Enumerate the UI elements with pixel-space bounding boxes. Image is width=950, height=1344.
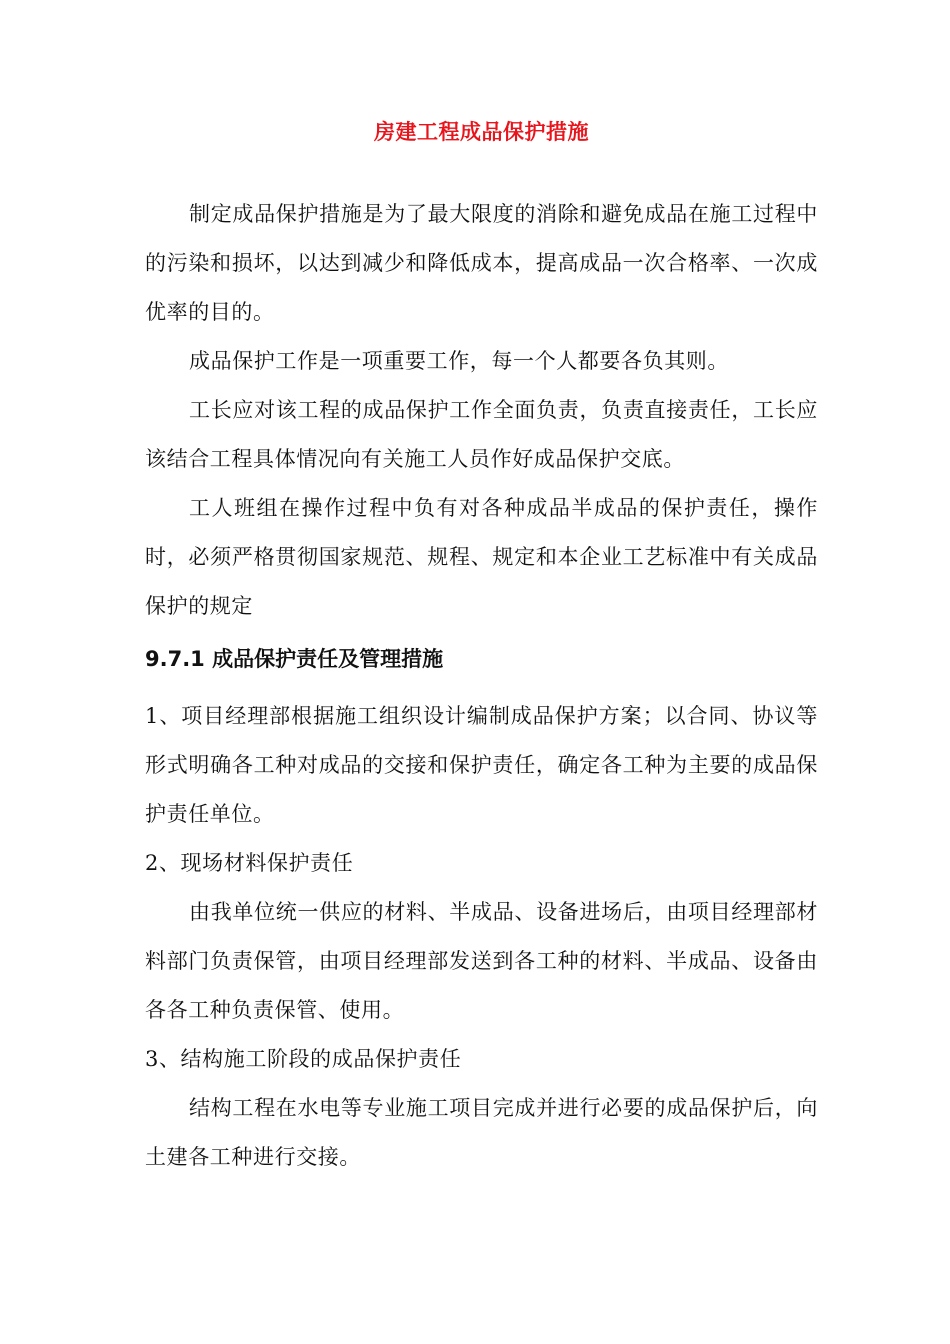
document-title: 房建工程成品保护措施 <box>374 119 589 144</box>
item-2-body: 由我单位统一供应的材料、半成品、设备进场后，由项目经理部材料部门负责保管，由项目经理部发送到各工种的材料、半成品、设备由各各工种负责保管、使用。 <box>145 900 818 1022</box>
item-2-heading: 2、现场材料保护责任 <box>145 851 354 875</box>
item-3-body: 结构工程在水电等专业施工项目完成并进行必要的成品保护后，向土建各工种进行交接。 <box>145 1096 818 1169</box>
item-3-heading: 3、结构施工阶段的成品保护责任 <box>145 1047 462 1071</box>
intro-paragraph-2: 成品保护工作是一项重要工作，每一个人都要各负其则。 <box>189 349 729 373</box>
item-1: 1、项目经理部根据施工组织设计编制成品保护方案；以合同、协议等形式明确各工种对成品的交接和保护责任，确定各工种为主要的成品保护责任单位。 <box>145 704 818 826</box>
intro-paragraph-1: 制定成品保护措施是为了最大限度的消除和避免成品在施工过程中的污染和损坏，以达到减少和降低成本，提高成品一次合格率、一次成优率的目的。 <box>145 202 818 324</box>
intro-paragraph-3: 工长应对该工程的成品保护工作全面负责，负责直接责任，工长应该结合工程具体情况向有关施工人员作好成品保护交底。 <box>145 398 818 471</box>
section-heading: 9.7.1 成品保护责任及管理措施 <box>145 647 444 671</box>
intro-paragraph-4: 工人班组在操作过程中负有对各种成品半成品的保护责任，操作时，必须严格贯彻国家规范、规程、规定和本企业工艺标准中有关成品保护的规定 <box>145 496 818 618</box>
